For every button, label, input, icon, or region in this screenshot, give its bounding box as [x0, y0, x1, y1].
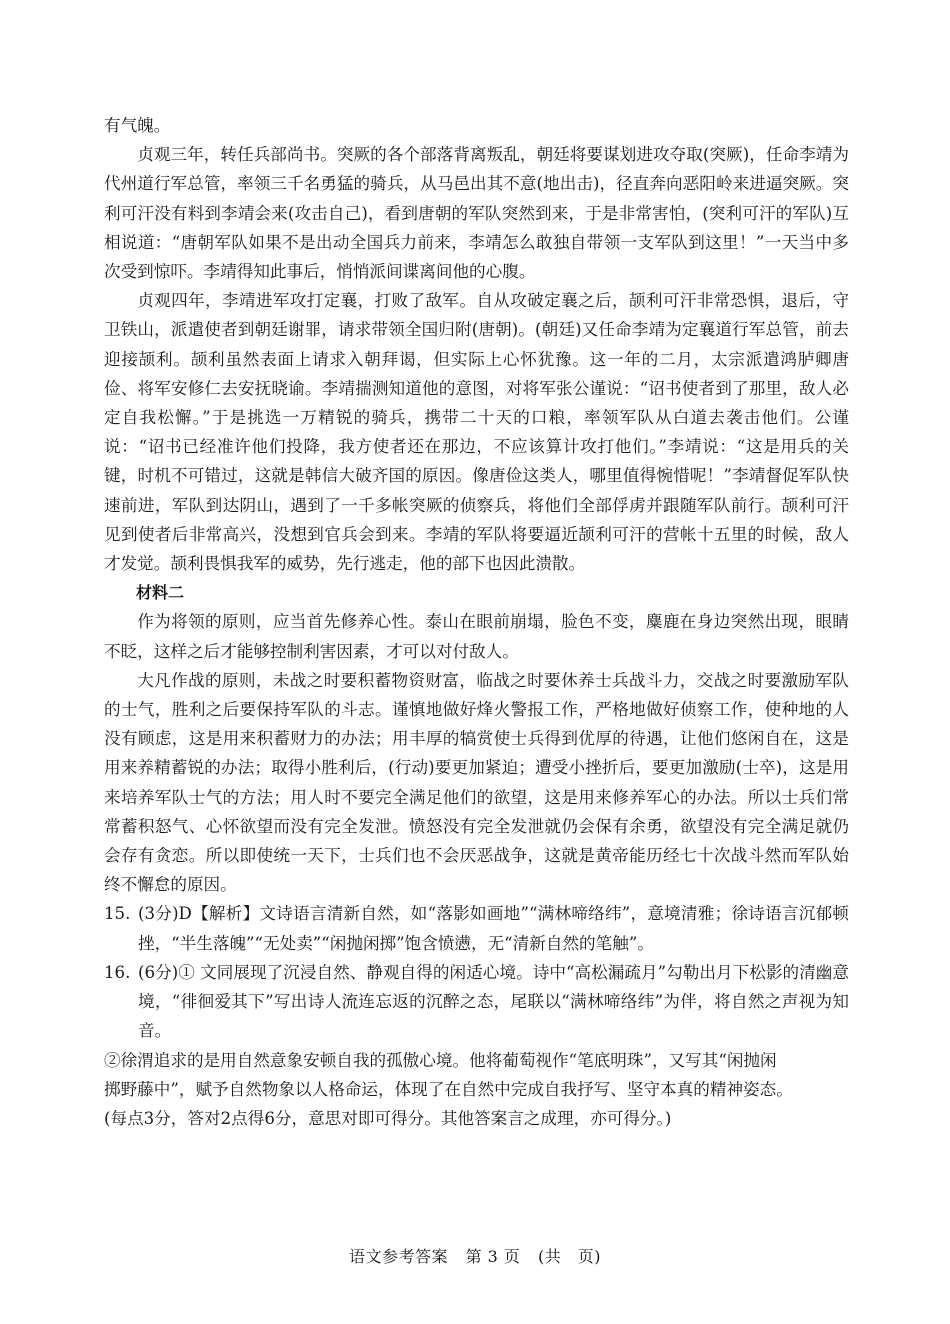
paragraph: 作为将领的原则，应当首先修养心性。泰山在眼前崩塌，脸色不变，麋鹿在身边突然出现，眼睛不眨，这样之后才能够控制利害因素，才可以对付敌人。 [104, 612, 849, 661]
paragraph: 有气魄。 [104, 116, 171, 135]
page-footer [0, 1244, 950, 1267]
answer-point-1: (6分)① 文同展现了沉浸自然、静观自得的闲适心境。诗中“高松漏疏月”勾勒出月下松影的清幽意境，“徘徊爱其下”写出诗人流连忘返的沉醉之态，尾联以“满林啼络纬”为伴，将自然之声视为知音。 [138, 962, 849, 1041]
question-number: 15. [104, 904, 131, 924]
answer-point-2: ②徐渭追求的是用自然意象安顿自我的孤傲心境。他将葡萄视作“笔底明珠”，又写其“闲抛闲 [104, 1050, 777, 1070]
document-body [104, 111, 849, 1133]
answer-text: (3分)D【解析】文诗语言清新自然，如“落影如画地”“满林啼络纬”，意境清雅；徐诗语言沉郁顿挫，“半生落魄”“无处卖”“闲抛闲掷”饱含愤懑，无“清新自然的笔触”。 [138, 904, 849, 953]
answer-16 [104, 958, 849, 1046]
scoring-note: (每点3分，答对2点得6分，意思对即可得分。其他答案言之成理，亦可得分。) [104, 1108, 672, 1128]
footer-total-pages: (共 页) [538, 1247, 602, 1266]
footer-page-number: 第 3 页 [465, 1247, 521, 1266]
question-number: 16. [104, 962, 131, 982]
section-heading: 材料二 [136, 583, 185, 603]
paragraph: 贞观四年，李靖进军攻打定襄，打败了敌军。自从攻破定襄之后，颉利可汗非常恐惧，退后，守卫铁山，派遣使者到朝廷谢罪，请求带领全国归附(唐朝)。(朝廷)又任命李靖为定襄道行军总管，前去迎接颉利。颉利虽然表面上请求入朝拜谒，但实际上心怀犹豫。这一年的二月，太宗派遣鸿胪卿唐俭、将军安修仁去安抚晓谕。李靖揣测知道他的意图，对将军张公谨说：“诏书使者到了那里，敌人必定自我松懈。”于是挑选一万精锐的骑兵，携带二十天的口粮，率领军队从白道去袭击他们。公谨说：“诏书已经准许他们投降，我方使者还在那边，不应该算计攻打他们。”李靖说：“这是用兵的关键，时机不可错过，这就是韩信大破齐国的原因。像唐俭这类人，哪里值得惋惜呢！”李靖督促军队快速前进，军队到达阴山，遇到了一千多帐突厥的侦察兵，将他们全部俘虏并跟随军队前行。颉利可汗见到使者后非常高兴，没想到官兵会到来。李靖的军队将要逼近颉利可汗的营帐十五里的时候，敌人才发觉。颉利畏惧我军的威势，先行逃走，他的部下也因此溃散。 [104, 291, 849, 574]
paragraph: 贞观三年，转任兵部尚书。突厥的各个部落背离叛乱，朝廷将要谋划进攻夺取(突厥)，任命李靖为代州道行军总管，率领三千名勇猛的骑兵，从马邑出其不意(地出击)，径直奔向恶阳岭来进逼突厥。突利可汗没有料到李靖会来(攻击自己)，看到唐朝的军队突然到来，于是非常害怕，(突利可汗的军队)互相说道：“唐朝军队如果不是出动全国兵力前来，李靖怎么敢独自带领一支军队到这里！”一天当中多次受到惊吓。李靖得知此事后，悄悄派间谍离间他的心腹。 [104, 145, 849, 282]
paragraph: 大凡作战的原则，未战之时要积蓄物资财富，临战之时要休养士兵战斗力，交战之时要激励军队的士气，胜利之后要保持军队的斗志。谨慎地做好烽火警报工作，严格地做好侦察工作，使种地的人没有顾虑，这是用来积蓄财力的办法；用丰厚的犒赏使士兵得到优厚的待遇，让他们悠闲自在，这是用来养精蓄锐的办法；取得小胜利后，(行动)要更加紧迫；遭受小挫折后，要更加激励(士卒)，这是用来培养军队士气的方法；用人时不要完全满足他们的欲望，这是用来修养军心的办法。所以士兵们常常蓄积怒气、心怀欲望而没有完全发泄。愤怒没有完全发泄就仍会保有余勇，欲望没有完全满足就仍会存有贪恋。所以即使统一天下，士兵们也不会厌恶战争，这就是黄帝能历经七十次战斗然而军队始终不懈怠的原因。 [104, 670, 849, 895]
answer-15 [104, 899, 849, 957]
footer-title: 语文参考答案 [348, 1247, 448, 1266]
answer-point-2-continued: 掷野藤中”，赋予自然物象以人格命运，体现了在自然中完成自我抒写、坚守本真的精神姿态。 [104, 1079, 793, 1099]
